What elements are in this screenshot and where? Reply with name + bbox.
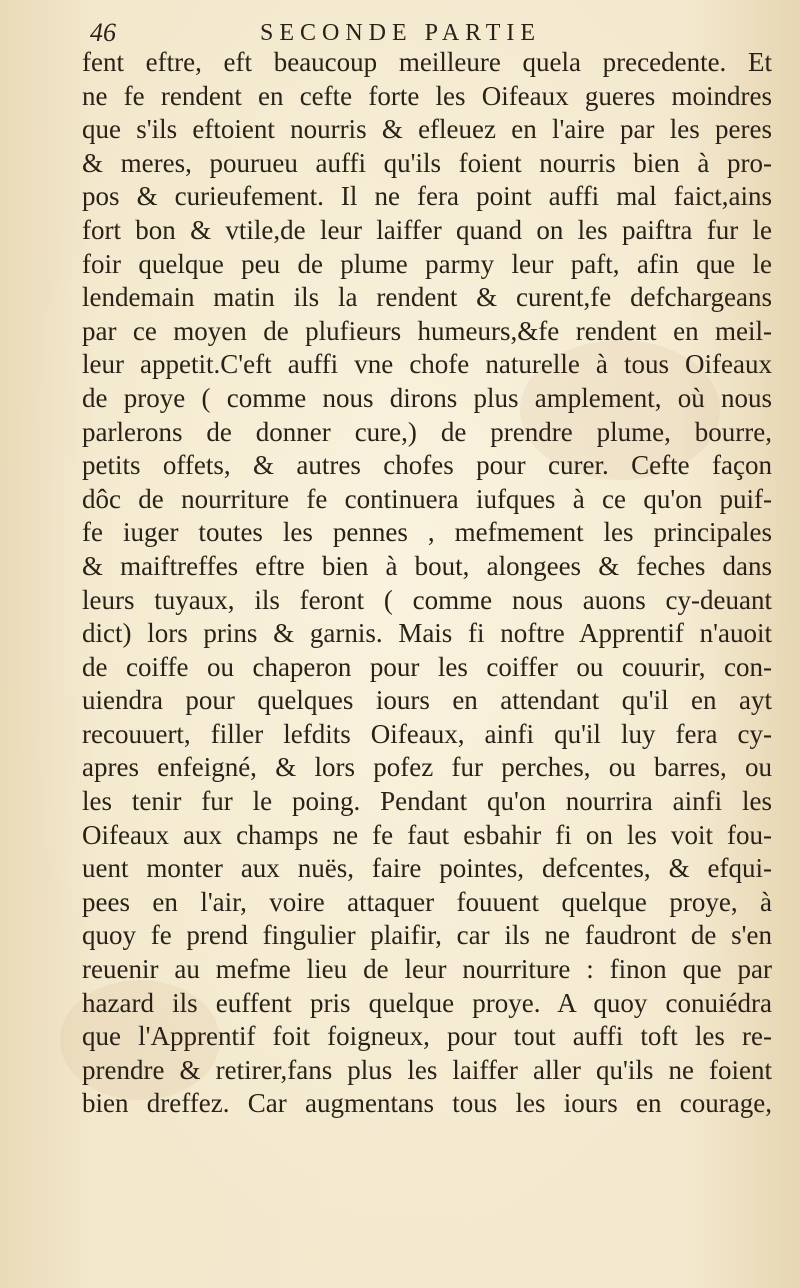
text-line: leurs tuyaux, ils feront ( comme nous auons cy-deuant [82, 584, 772, 615]
text-line: uiendra pour quelques iours en attendant qu'il en ayt [82, 685, 772, 716]
text-line: foir quelque peu de plume parmy leur paft, afin que le [82, 248, 772, 279]
body-text [82, 46, 772, 1121]
text-line: apres enfeigné, & lors pofez fur perches, ou barres, ou [82, 752, 772, 783]
text-line: lendemain matin ils la rendent & curent,fe defchargeans [82, 282, 772, 313]
text-line: recouuert, filler lefdits Oifeaux, ainfi qu'il luy fera cy- [82, 718, 772, 749]
text-line: prendre & retirer,fans plus les laiffer aller qu'ils ne foient [82, 1054, 772, 1085]
text-line: que s'ils eftoient nourris & efleuez en l'aire par les peres [82, 114, 772, 145]
text-line: bien dreffez. Car augmentans tous les iours en courage, [82, 1088, 772, 1119]
page-number: 46 [90, 18, 116, 47]
text-line: quoy fe prend fingulier plaifir, car ils ne faudront de s'en [82, 920, 772, 951]
text-line: de coiffe ou chaperon pour les coiffer ou couurir, con- [82, 651, 772, 682]
text-line: que l'Apprentif foit foigneux, pour tout auffi toft les re- [82, 1021, 772, 1052]
text-line: leur appetit.C'eft auffi vne chofe naturelle à tous Oifeaux [82, 349, 772, 380]
running-head: SECONDE PARTIE [260, 20, 542, 46]
text-line: fe iuger toutes les pennes , mefmement les principales [82, 517, 772, 548]
text-line: fort bon & vtile,de leur laiffer quand on les paiftra fur le [82, 214, 772, 245]
text-line: pos & curieufement. Il ne fera point auffi mal faict,ains [82, 181, 772, 212]
text-line: hazard ils euffent pris quelque proye. A quoy conuiédra [82, 987, 772, 1018]
text-line: fent eftre, eft beaucoup meilleure quela precedente. Et [82, 47, 772, 77]
text-line: petits offets, & autres chofes pour curer. Cefte façon [82, 450, 772, 481]
text-line: dôc de nourriture fe continuera iufques à ce qu'on puif- [82, 483, 772, 514]
text-line: parlerons de donner cure,) de prendre plume, bourre, [82, 416, 772, 447]
text-line: uent monter aux nuës, faire pointes, defcentes, & efqui- [82, 853, 772, 884]
text-line: & meres, pourueu auffi qu'ils foient nourris bien à pro- [82, 147, 772, 178]
text-line: les tenir fur le poing. Pendant qu'on nourrira ainfi les [82, 786, 772, 817]
text-line: & maiftreffes eftre bien à bout, alongees & feches dans [82, 550, 772, 581]
text-line: pees en l'air, voire attaquer fouuent quelque proye, à [82, 886, 772, 917]
text-line: par ce moyen de plufieurs humeurs,&fe rendent en meil- [82, 315, 772, 346]
text-line: dict) lors prins & garnis. Mais fi noftre Apprentif n'auoit [82, 618, 772, 649]
text-line: ne fe rendent en cefte forte les Oifeaux gueres moindres [82, 80, 772, 111]
text-line: reuenir au mefme lieu de leur nourriture : finon que par [82, 954, 772, 985]
text-line: Oifeaux aux champs ne fe faut esbahir fi on les voit fou- [82, 819, 772, 850]
text-line: de proye ( comme nous dirons plus amplement, où nous [82, 382, 772, 413]
